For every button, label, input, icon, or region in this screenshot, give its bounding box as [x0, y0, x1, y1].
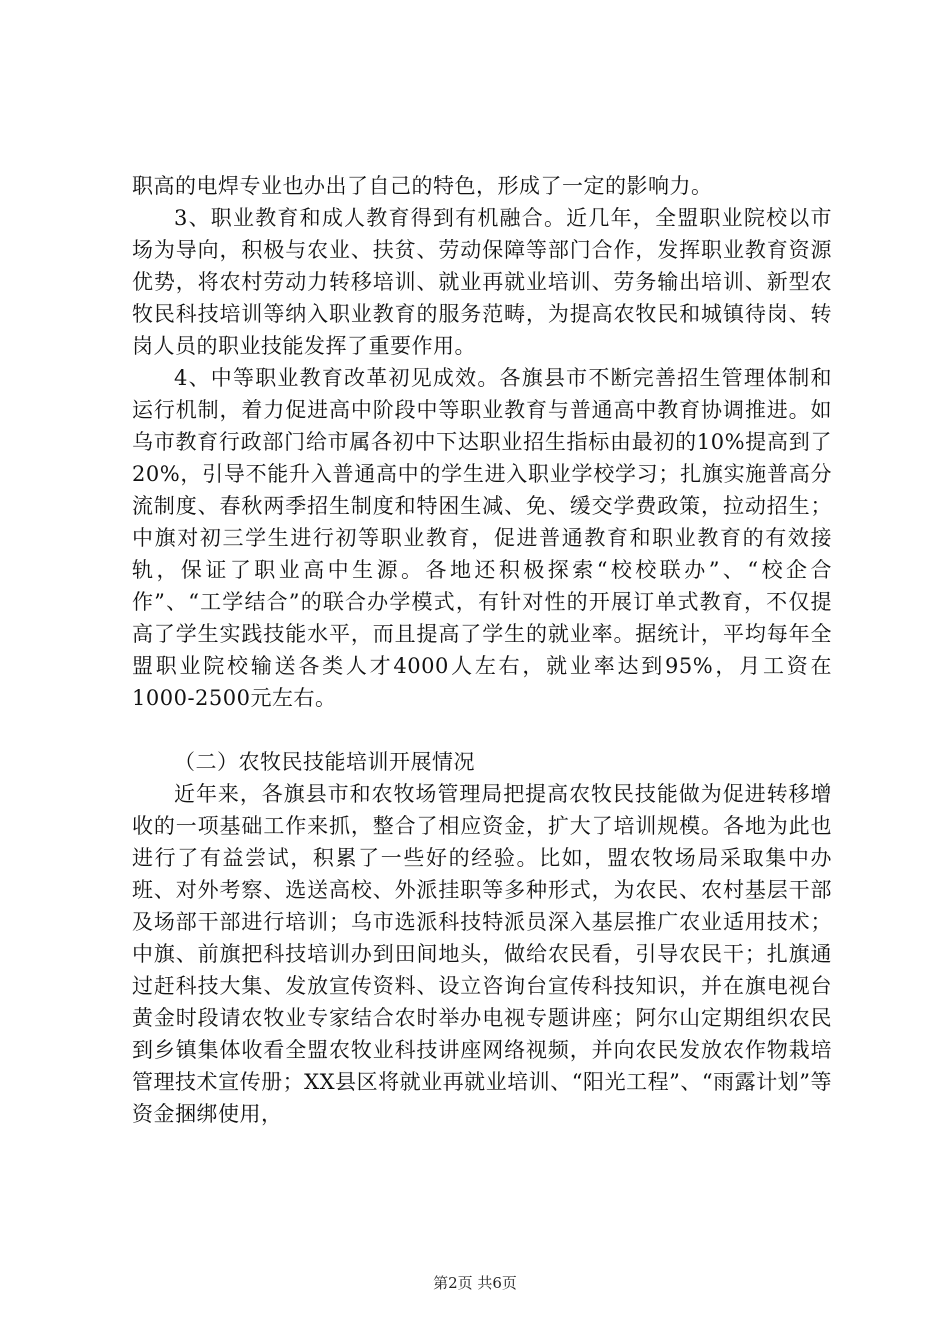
paragraph-training: 近年来，各旗县市和农牧场管理局把提高农牧民技能做为促进转移增收的一项基础工作来抓，整合了相应资金，扩大了培训规模。各地为此也进行了有益尝试，积累了一些好的经验。比如，盟农牧场局采取集中办班、对外考察、选送高校、外派挂职等多种形式，为农民、农村基层干部及场部干部进行培训；乌市选派科技特派员深入基层推广农业适用技术；中旗、前旗把科技培训办到田间地头，做给农民看，引导农民干；扎旗通过赶科技大集、发放宣传资料、设立咨询台宣传科技知识，并在旗电视台黄金时段请农牧业专家结合农时举办电视专题讲座；阿尔山定期组织农民到乡镇集体收看全盟农牧业科技讲座网络视频，并向农民发放农作物栽培管理技术宣传册；XX县区将就业再就业培训、“阳光工程”、“雨露计划”等资金捆绑使用，: [132, 782, 832, 1126]
paragraph-item-4: 4、中等职业教育改革初见成效。各旗县市不断完善招生管理体制和运行机制，着力促进高中阶段中等职业教育与普通高中教育协调推进。如乌市教育行政部门给市属各初中下达职业招生指标由最初的10%提高到了20%，引导不能升入普通高中的学生进入职业学校学习；扎旗实施普高分流制度、春秋两季招生制度和特困生减、免、缓交学费政策，拉动招生；中旗对初三学生进行初等职业教育，促进普通教育和职业教育的有效接轨，保证了职业高中生源。各地还积极探索“校校联办”、“校企合作”、“工学结合”的联合办学模式，有针对性的开展订单式教育，不仅提高了学生实践技能水平，而且提高了学生的就业率。据统计，平均每年全盟职业院校输送各类人才4000人左右，就业率达到95%，月工资在1000-2500元左右。: [132, 366, 832, 710]
section-heading: （二）农牧民技能培训开展情况: [174, 750, 475, 774]
paragraph-gap: [132, 714, 832, 746]
paragraph-item-3: 3、职业教育和成人教育得到有机融合。近几年，全盟职业院校以市场为导向，积极与农业、扶贫、劳动保障等部门合作，发挥职业教育资源优势，将农村劳动力转移培训、就业再就业培训、劳务输出培训、新型农牧民科技培训等纳入职业教育的服务范畴，为提高农牧民和城镇待岗、转岗人员的职业技能发挥了重要作用。: [132, 206, 832, 358]
paragraph-continuation: 职高的电焊专业也办出了自己的特色，形成了一定的影响力。: [132, 174, 713, 198]
document-body: [132, 170, 832, 1130]
page-footer: 第2页 共6页: [433, 1274, 517, 1292]
